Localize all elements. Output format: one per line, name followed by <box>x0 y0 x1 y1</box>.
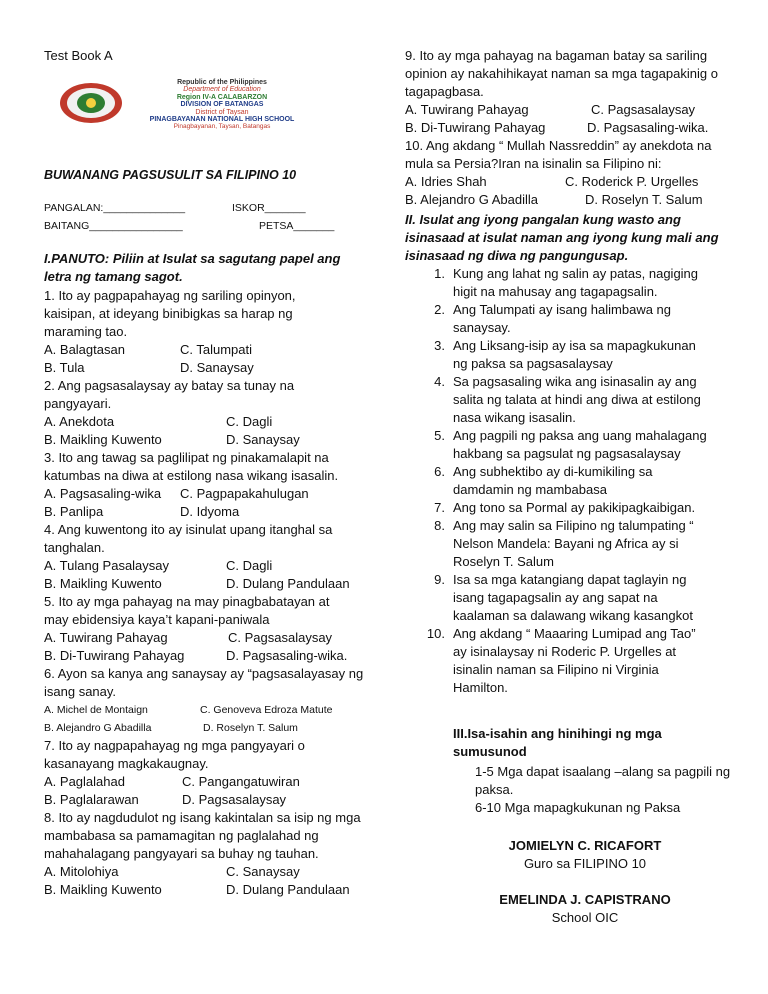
seal-line-1: Republic of the Philippines <box>177 79 267 86</box>
question-options <box>44 629 369 647</box>
school-name: PINAGBAYANAN NATIONAL HIGH SCHOOL <box>149 116 295 124</box>
question-options <box>405 119 740 137</box>
item-text: Isa sa mga katangiang dapat taglayin ng isang tagapagsalin ay ang sapat na kaalaman sa dalawang wikang kasangkot <box>453 572 693 623</box>
option-b: B. Maikling Kuwento <box>44 576 162 591</box>
option-d: D. Dulang Pandulaan <box>226 576 350 591</box>
list-item: 5. Ang pagpili ng paksa ang uang mahalagang hakbang sa pagsulat ng pagsasalaysay <box>405 427 740 463</box>
school-header <box>58 79 318 131</box>
seal-line-2: Department of Education <box>183 86 261 94</box>
signature-teacher <box>465 837 705 873</box>
section2-instruction: II. Isulat ang iyong pangalan kung wasto ang isinasaad at isulat naman ang iyong kung mali ang isinasaad ng diwa ng pangungusap. <box>405 212 719 263</box>
question-8 <box>44 809 369 899</box>
question-options <box>44 863 369 881</box>
question-3 <box>44 449 369 521</box>
question-10 <box>405 137 740 209</box>
seal-line-3: Region IV-A CALABARZON <box>176 93 268 101</box>
question-2 <box>44 377 369 449</box>
question-options <box>44 647 369 665</box>
list-item: 10. Ang akdang “ Maaaring Lumipad ang Tao” ay isinalaysay ni Roderic P. Urgelles at isinalin naman sa Filipino ni Virginia Hamilton. <box>405 625 740 697</box>
question-text: 8. Ito ay nagdudulot ng isang kakintalan sa isip ng mga mambabasa sa pamamagitan ng paglalahad ng mahahalagang pangyayari sa buhay ng tauhan. <box>44 810 361 861</box>
list-item: 8. Ang may salin sa Filipino ng talumpating “ Nelson Mandela: Bayani ng Africa ay si Roselyn T. Salum <box>405 517 740 571</box>
signature-name: EMELINDA J. CAPISTRANO <box>499 892 671 907</box>
option-b: B. Panlipa <box>44 504 104 519</box>
petsa-field: PETSA_______ <box>259 220 335 232</box>
section3-line-2: 6-10 Mga mapagkukunan ng Paksa <box>475 800 681 815</box>
section1-questions-right <box>405 47 740 209</box>
question-options <box>44 485 369 503</box>
option-c: C. Pagsasalaysay <box>591 102 696 117</box>
question-text: 3. Ito ang tawag sa paglilipat ng pinakamalapit na katumbas na diwa at estilong nasa wikang isasalin. <box>44 450 339 483</box>
list-item: 2. Ang Talumpati ay isang halimbawa ng sanaysay. <box>405 301 740 337</box>
option-c: C. Dagli <box>226 414 273 429</box>
option-b: B. Alejandro G Abadilla <box>44 722 152 734</box>
item-text: Ang Liksang-isip ay isa sa mapagkukunan ng paksa sa pagsasalaysay <box>453 338 696 371</box>
question-options <box>44 881 369 899</box>
question-1 <box>44 287 369 377</box>
option-a: A. Balagtasan <box>44 342 125 357</box>
option-d: D. Idyoma <box>180 504 240 519</box>
item-text: Ang Talumpati ay isang halimbawa ng sanaysay. <box>453 302 672 335</box>
deped-seal-logo <box>58 80 124 126</box>
option-a: A. Michel de Montaign <box>44 704 148 716</box>
section3-line-1-text: 1-5 Mga dapat isaalang –alang sa pagpili ng paksa. <box>475 764 731 797</box>
signature-principal <box>465 891 705 927</box>
question-options <box>405 191 740 209</box>
option-a: A. Idries Shah <box>405 174 487 189</box>
pangalan-field: PANGALAN:______________ <box>44 202 186 214</box>
question-options <box>44 413 369 431</box>
option-b: B. Maikling Kuwento <box>44 432 162 447</box>
option-a: A. Paglalahad <box>44 774 125 789</box>
signature-role: School OIC <box>551 910 619 925</box>
option-d: D. Pagsasalaysay <box>182 792 287 807</box>
item-text: Sa pagsasaling wika ang isinasalin ay ang salita ng talata at hindi ang diwa at estilong nasa wikang isasalin. <box>453 374 701 425</box>
item-text: Kung ang lahat ng salin ay patas, nagiging higit na mahusay ang tagapagsalin. <box>453 266 699 299</box>
baitang-field: BAITANG________________ <box>44 220 183 232</box>
question-options <box>44 575 369 593</box>
option-c: C. Pangangatuwiran <box>182 774 300 789</box>
list-item: 4. Sa pagsasaling wika ang isinasalin ay ang salita ng talata at hindi ang diwa at estilong nasa wikang isasalin. <box>405 373 740 427</box>
section3-line-1 <box>475 763 735 799</box>
option-d: D. Sanaysay <box>180 360 254 375</box>
question-options <box>44 359 369 377</box>
option-a: A. Mitolohiya <box>44 864 119 879</box>
exam-title: BUWANANG PAGSUSULIT SA FILIPINO 10 <box>44 168 297 182</box>
question-options <box>405 101 740 119</box>
list-item: 7. Ang tono sa Pormal ay pakikipagkaibigan. <box>405 499 740 517</box>
option-c: C. Dagli <box>226 558 273 573</box>
option-a: A. Pagsasaling-wika <box>44 486 162 501</box>
section3-heading: III.Isa-isahin ang hinihingi ng mga sumusunod <box>453 726 662 759</box>
option-c: C. Genoveva Edroza Matute <box>200 704 333 716</box>
option-a: A. Anekdota <box>44 414 115 429</box>
option-c: C. Talumpati <box>180 342 253 357</box>
item-text: Ang tono sa Pormal ay pakikipagkaibigan. <box>453 500 696 515</box>
item-text: Ang may salin sa Filipino ng talumpating “ Nelson Mandela: Bayani ng Africa ay si Roselyn T. Salum <box>453 518 694 569</box>
test-book-label: Test Book A <box>44 48 113 63</box>
question-text: 10. Ang akdang “ Mullah Nassreddin” ay anekdota na mula sa Persia?Iran na isinalin sa Filipino ni: <box>405 138 712 171</box>
option-a: A. Tuwirang Pahayag <box>44 630 168 645</box>
option-b: B. Alejandro G Abadilla <box>405 192 538 207</box>
option-b: B. Maikling Kuwento <box>44 882 162 897</box>
question-options <box>44 719 369 737</box>
section1-instruction: I.PANUTO: Piliin at Isulat sa sagutang papel ang letra ng tamang sagot. <box>44 251 341 284</box>
question-options <box>44 701 369 719</box>
option-d: D. Pagsasaling-wika. <box>226 648 348 663</box>
option-d: D. Roselyn T. Salum <box>203 722 298 734</box>
option-c: C. Sanaysay <box>226 864 300 879</box>
question-7 <box>44 737 369 809</box>
question-options <box>44 503 369 521</box>
option-b: B. Di-Tuwirang Pahayag <box>405 120 546 135</box>
question-options <box>44 341 369 359</box>
option-a: A. Tulang Pasalaysay <box>44 558 170 573</box>
question-text: 4. Ang kuwentong ito ay isinulat upang itanghal sa tanghalan. <box>44 522 333 555</box>
question-text: 5. Ito ay mga pahayag na may pinagbabatayan at may ebidensiya kaya’t kapani-paniwala <box>44 594 330 627</box>
question-options <box>44 773 369 791</box>
iskor-field: ISKOR_______ <box>232 202 306 214</box>
option-b: B. Di-Tuwirang Pahayag <box>44 648 185 663</box>
item-text: Ang akdang “ Maaaring Lumipad ang Tao” ay isinalaysay ni Roderic P. Urgelles at isinalin naman sa Filipino ni Virginia Hamilton. <box>453 626 696 695</box>
option-d: D. Pagsasaling-wika. <box>587 120 709 135</box>
school-address: Pinagbayanan, Taysan, Batangas <box>173 123 271 131</box>
question-5 <box>44 593 369 665</box>
option-b: B. Paglalarawan <box>44 792 139 807</box>
section2-list <box>405 265 740 697</box>
option-c: C. Roderick P. Urgelles <box>565 174 699 189</box>
list-item: 6. Ang subhektibo ay di-kumikiling sa damdamin ng mambabasa <box>405 463 740 499</box>
seal-line-4: DIVISION OF BATANGAS <box>180 101 264 109</box>
option-d: D. Dulang Pandulaan <box>226 882 350 897</box>
question-text: 6. Ayon sa kanya ang sanaysay ay “pagsasalayasay ng isang sanay. <box>44 666 364 699</box>
question-text: 7. Ito ay nagpapahayag ng mga pangyayari o kasanayang magkakaugnay. <box>44 738 305 771</box>
question-9 <box>405 47 740 137</box>
question-text: 1. Ito ay pagpapahayag ng sariling opinyon, kaisipan, at ideyang binibigkas sa harap ng maraming tao. <box>44 288 296 339</box>
question-options <box>44 791 369 809</box>
question-options <box>405 173 740 191</box>
option-b: B. Tula <box>44 360 85 375</box>
option-d: D. Sanaysay <box>226 432 300 447</box>
student-info <box>44 199 364 235</box>
item-text: Ang pagpili ng paksa ang uang mahalagang hakbang sa pagsulat ng pagsasalaysay <box>453 428 707 461</box>
question-text: 9. Ito ay mga pahayag na bagaman batay sa sariling opinion ay nakahihikayat naman sa mga tagapakinig o tagapagbasa. <box>405 48 718 99</box>
question-options <box>44 557 369 575</box>
option-a: A. Tuwirang Pahayag <box>405 102 529 117</box>
signature-name: JOMIELYN C. RICAFORT <box>508 838 662 853</box>
list-item: 9. Isa sa mga katangiang dapat taglayin ng isang tagapagsalin ay ang sapat na kaalaman sa dalawang wikang kasangkot <box>405 571 740 625</box>
list-item: 3. Ang Liksang-isip ay isa sa mapagkukunan ng paksa sa pagsasalaysay <box>405 337 740 373</box>
section1-questions-left <box>44 287 369 899</box>
question-options <box>44 431 369 449</box>
question-text: 2. Ang pagsasalaysay ay batay sa tunay na pangyayari. <box>44 378 295 411</box>
signature-role: Guro sa FILIPINO 10 <box>523 856 647 871</box>
option-d: D. Roselyn T. Salum <box>585 192 703 207</box>
option-c: C. Pagsasalaysay <box>228 630 333 645</box>
question-6 <box>44 665 369 737</box>
question-4 <box>44 521 369 593</box>
item-text: Ang subhektibo ay di-kumikiling sa damdamin ng mambabasa <box>453 464 653 497</box>
seal-line-5: District of Taysan <box>195 108 249 116</box>
option-c: C. Pagpapakahulugan <box>180 486 309 501</box>
list-item: 1. Kung ang lahat ng salin ay patas, nagiging higit na mahusay ang tagapagsalin. <box>405 265 740 301</box>
